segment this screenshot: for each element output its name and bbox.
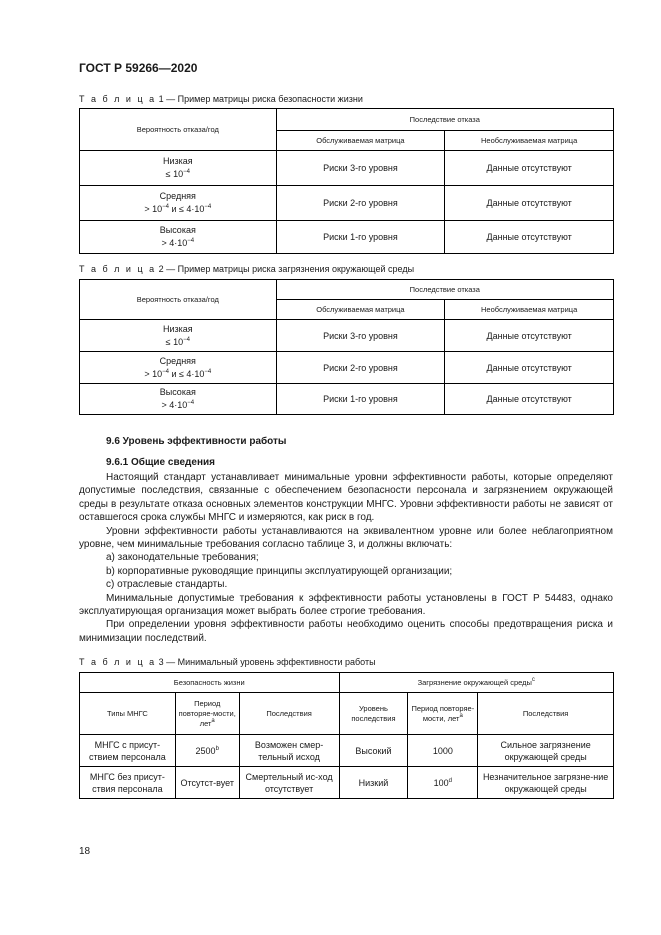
table2-col-serviced: Обслуживаемая матрица [276,300,445,320]
table1-col-consequence: Последствие отказа [276,109,613,131]
exp: −4 [204,204,212,210]
table3-h-period2 [408,693,478,735]
table2-caption-label: Т а б л и ц а [79,264,157,274]
exp-and: и ≤ 4·10 [168,368,205,379]
table1-row-medium [80,186,277,221]
table2-row-high [80,384,277,415]
exp: −4 [162,204,169,210]
table1-med-cat: Средняя [159,191,196,201]
table2-high-range: > 4·10 [161,400,188,410]
table3-cell-conseq: Смертельный ис-ход отсутствует [239,767,339,799]
footnote-mark: a [211,717,215,724]
table3-h-conseq2: Последствия [478,693,614,735]
table-row [80,767,614,799]
table2-col-consequence: Последствие отказа [276,280,613,300]
table3-cell-level: Низкий [339,767,408,799]
table-row [80,735,614,767]
table3-cell-conseq: Возможен смер-тельный исход [239,735,339,767]
table2-row-low [80,320,277,352]
table2-low-cat: Низкая [162,323,193,334]
footnote-mark: a [459,712,463,719]
exp: −4 [187,400,195,406]
table1-high-serviced: Риски 1-го уровня [276,221,445,254]
table2-low-serviced: Риски 3-го уровня [276,320,445,352]
footnote-mark: c [531,676,535,683]
table2-med-unserviced: Данные отсутствуют [445,352,614,384]
table2-col-probability: Вероятность отказа/год [80,280,277,320]
table3-group-life: Безопасность жизни [80,673,340,693]
exp-and: и ≤ 4·10 [168,204,205,214]
table2-low-unserviced: Данные отсутствуют [445,320,614,352]
footnote-mark: b [215,745,219,752]
exp: −4 [187,238,195,244]
table2-low-range: ≤ 10 [165,336,184,347]
table2-high-cat: Высокая [159,387,196,397]
table3-cell-period2 [408,735,478,767]
paragraph-4: При определении уровня эффективности работы необходимо оценить способы предотвращения риска и минимизации последствий. [79,619,613,644]
table1-high-unserviced: Данные отсутствуют [445,221,614,254]
table1-col-unserviced: Необслуживаемая матрица [445,131,614,151]
table2-med-serviced: Риски 2-го уровня [276,352,445,384]
table3-h-period [175,693,239,735]
footnote-mark: d [448,777,453,784]
paragraph-1: Настоящий стандарт устанавливает минимальные уровни эффективности работы, которые определяют допустимые последствия, связанные с обеспечением безопасности персонала и загрязнением окружающей среды в результате отказа основных элементов конструкции МНГС. Уровни эффективности работы не зависят от оставшегося срока службы МНГС и измеряются, как риск в год. [79,472,613,524]
table1-row-high [80,221,277,254]
table3-cell-conseq2: Незначительное загрязне-ние окружающей среды [478,767,614,799]
table3-cell-type: МНГС без присут-ствия персонала [80,767,176,799]
table3-cell-conseq2: Сильное загрязнение окружающей среды [478,735,614,767]
table1-med-range: > 10 [144,204,163,214]
table3-h-conseq: Последствия [239,693,339,735]
table1-col-serviced: Обслуживаемая матрица [276,131,445,151]
table3-group-env-text: Загрязнение окружающей среды [417,677,532,687]
table3-caption-label: Т а б л и ц а [79,657,157,667]
table1-high-range: > 4·10 [161,238,188,248]
table3-caption [79,657,376,667]
table1-med-serviced: Риски 2-го уровня [276,186,445,221]
table2-caption [79,264,414,274]
exp: −4 [204,368,212,375]
table1-low-serviced: Риски 3-го уровня [276,151,445,186]
table3-cell-period-text: Отсутст-вует [180,777,234,788]
table3-cell-type: МНГС с присут-ствием персонала [80,735,176,767]
table1-low-unserviced: Данные отсутствуют [445,151,614,186]
list-item-a: a) законодательные требования; [106,552,259,564]
table2-high-serviced: Риски 1-го уровня [276,384,445,415]
table2-caption-text: 2 — Пример матрицы риска загрязнения окружающей среды [158,264,415,274]
table2-row-medium [80,352,277,384]
table1-low-cat: Низкая [162,156,193,166]
table3-cell-period2-text: 100 [433,777,449,788]
table3-cell-level: Высокий [339,735,408,767]
table1-caption [79,94,363,104]
table2 [79,279,614,415]
table3-cell-period [175,767,239,799]
list-item-c: c) отраслевые стандарты. [106,579,228,591]
table3-cell-period2 [408,767,478,799]
table1-row-low [80,151,277,186]
table2-med-cat: Средняя [159,355,196,366]
list-item-b: b) корпоративные руководящие принципы эксплуатирующей организации; [106,565,453,577]
table3-caption-text: 3 — Минимальный уровень эффективности работы [158,657,376,667]
table3-h-period-text: Период повторяе-мости, лет [178,698,236,728]
table3-cell-period-text: 2500 [195,745,216,756]
section-subtitle: 9.6.1 Общие сведения [106,457,215,468]
exp: −4 [183,169,190,175]
table3-h-level: Уровень последствия [339,693,408,735]
table1-caption-label: Т а б л и ц а [79,94,157,104]
page-number: 18 [79,846,91,857]
table1-col-probability: Вероятность отказа/год [80,109,277,151]
table3-group-env [339,673,614,693]
table1-med-unserviced: Данные отсутствуют [445,186,614,221]
table2-med-range: > 10 [144,368,163,379]
document-header: ГОСТ Р 59266—2020 [79,61,198,75]
paragraph-2: Уровни эффективности работы устанавливаются на эквивалентном уровне или более неблагоприятном уровне, чем минимальные требования согласно таблице 3, и должны включать: [79,525,613,551]
exp: −4 [162,368,169,375]
section-title: 9.6 Уровень эффективности работы [106,436,287,447]
table1 [79,108,614,254]
table3-h-period2-text: Период повторяе-мости, лет [411,703,475,723]
table2-col-unserviced: Необслуживаемая матрица [445,300,614,320]
table1-low-range: ≤ 10 [165,169,184,179]
section-body [79,471,613,645]
table3-cell-period [175,735,239,767]
exp: −4 [183,336,190,343]
table1-high-cat: Высокая [159,225,196,235]
table3 [79,672,614,799]
paragraph-3: Минимальные допустимые требования к эффективности работы установлены в ГОСТ Р 54483, однако эксплуатирующая организация может выбрать более строгие требования. [79,592,613,618]
table3-h-types: Типы МНГС [80,693,176,735]
table1-caption-text: 1 — Пример матрицы риска безопасности жизни [158,94,363,104]
table3-cell-period2-text: 1000 [432,745,453,756]
table2-high-unserviced: Данные отсутствуют [445,384,614,415]
